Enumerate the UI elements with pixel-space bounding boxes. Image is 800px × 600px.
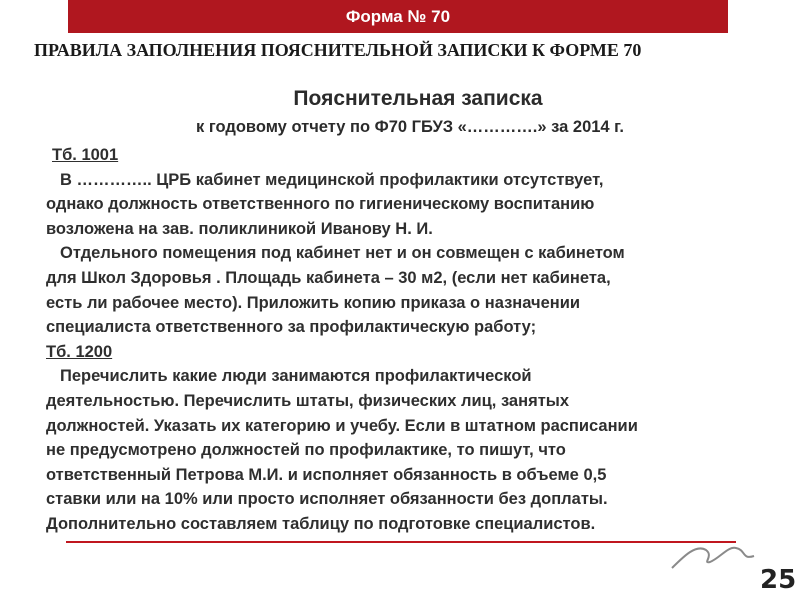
section-label-1001 xyxy=(46,143,766,168)
body-line: есть ли рабочее место). Приложить копию приказа о назначении xyxy=(46,293,581,312)
page-number: 25 xyxy=(760,565,797,595)
body-line: должностей. Указать их категорию и учебу. Если в штатном расписании xyxy=(46,416,638,435)
decorative-mark-icon xyxy=(662,538,762,574)
body-line: не предусмотрено должностей по профилактике, то пишут, что xyxy=(46,441,566,460)
body-line: возложена на зав. поликлиникой Иванову Н. И. xyxy=(46,219,433,238)
body-line: Отдельного помещения под кабинет нет и он совмещен с кабинетом xyxy=(60,244,625,263)
document-subtitle: к годовому отчету по Ф70 ГБУЗ «………….» за 2014 г. xyxy=(196,118,624,136)
body-line: ставки или на 10% или просто исполняет обязанности без доплаты. xyxy=(46,490,608,509)
body-line: однако должность ответственного по гигиеническому воспитанию xyxy=(46,195,595,214)
body-line: деятельностью. Перечислить штаты, физических лиц, занятых xyxy=(46,391,570,410)
form-banner xyxy=(68,0,728,33)
body-line: Перечислить какие люди занимаются профилактической xyxy=(60,367,532,386)
body-line: В ………….. ЦРБ кабинет медицинской профилактики отсутствует, xyxy=(60,170,604,189)
body-line: ответственный Петрова М.И. и исполняет обязанность в объеме 0,5 xyxy=(46,465,607,484)
red-underline-mark xyxy=(66,541,736,543)
document-body xyxy=(46,143,766,537)
body-line: Дополнительно составляем таблицу по подготовке специалистов. xyxy=(46,514,596,533)
body-line: специалиста ответственного за профилактическую работу; xyxy=(46,318,537,337)
document-title: Пояснительная записка xyxy=(293,87,543,110)
section-label-1200 xyxy=(46,340,766,365)
rules-heading: ПРАВИЛА ЗАПОЛНЕНИЯ ПОЯСНИТЕЛЬНОЙ ЗАПИСКИ К ФОРМЕ 70 xyxy=(34,40,642,60)
section-label-text: Тб. 1001 xyxy=(52,146,119,164)
body-line: для Школ Здоровья . Площадь кабинета – 30 м2, (если нет кабинета, xyxy=(46,268,611,287)
section-label-text: Тб. 1200 xyxy=(46,342,113,361)
form-label: Форма № 70 xyxy=(345,6,451,26)
